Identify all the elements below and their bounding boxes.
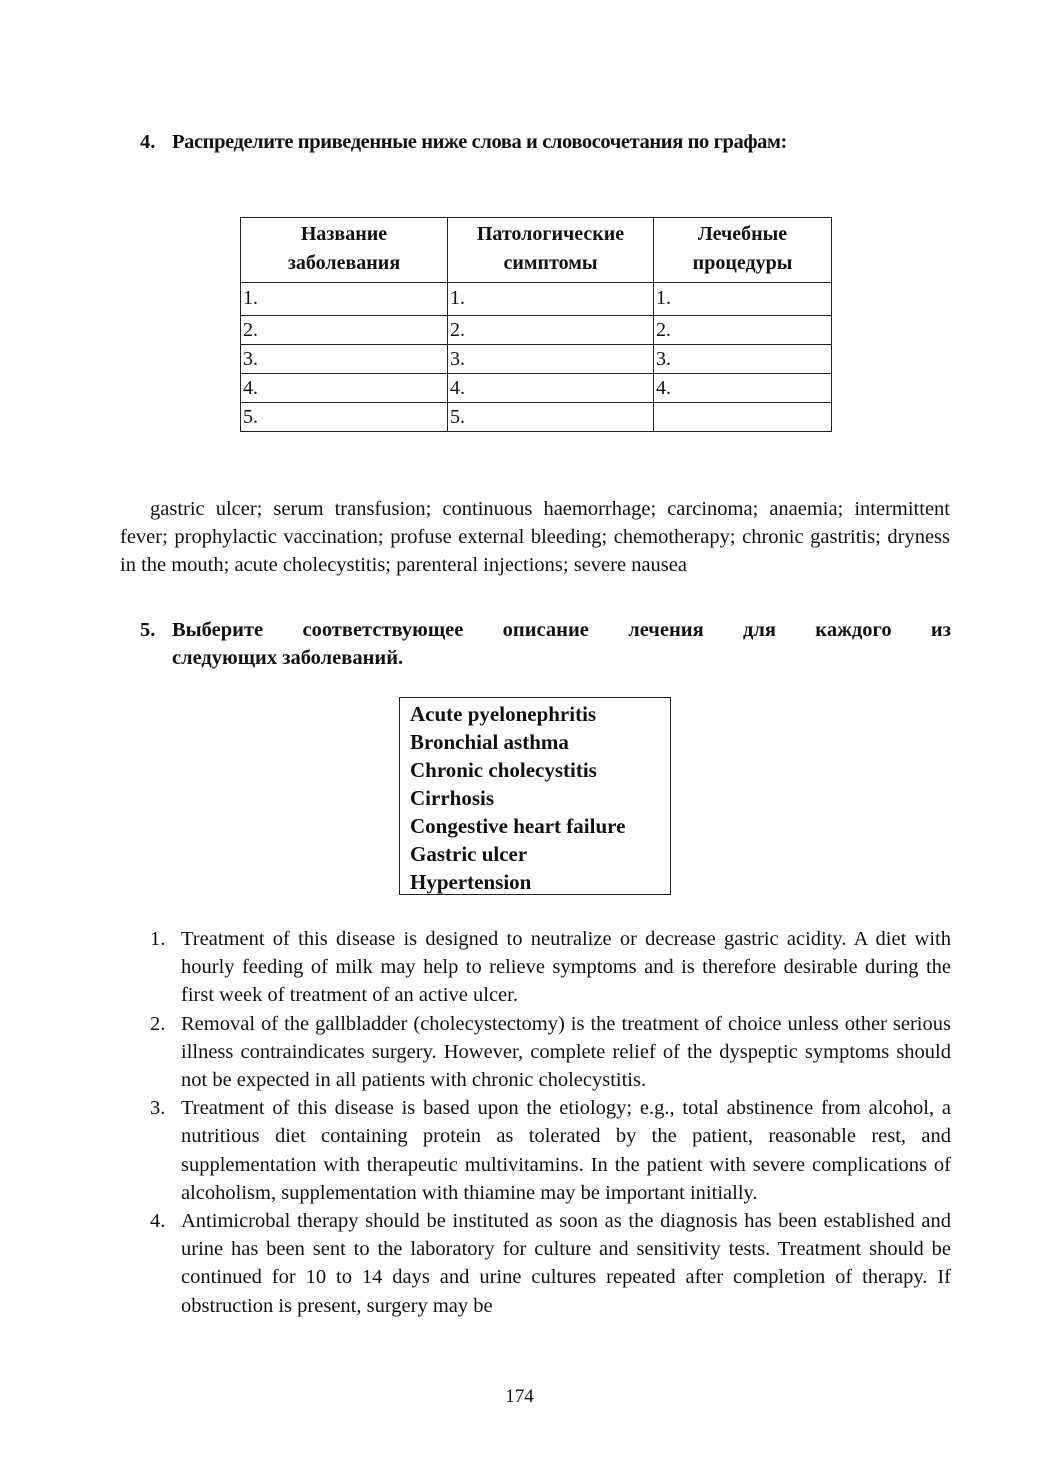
list-item-text: Treatment of this disease is designed to neutralize or decrease gastric acidity. A diet with hourly feeding of milk may help to relieve symptoms and is therefore desirable during the first week of treatment of an active ulcer. xyxy=(181,928,951,1007)
table-row xyxy=(241,345,832,374)
table-cell: 3. xyxy=(448,345,654,374)
table-cell: 4. xyxy=(448,374,654,403)
table-row xyxy=(241,403,832,432)
table-cell: 2. xyxy=(654,316,832,345)
table-cell: 3. xyxy=(654,345,832,374)
list-item-text: Removal of the gallbladder (cholecystectomy) is the treatment of choice unless other serious illness contraindicates surgery. However, complete relief of the dyspeptic symptoms should not be expected in all patients with chronic cholecystitis. xyxy=(181,1012,951,1092)
table-row xyxy=(241,374,832,403)
table-cell: 1. xyxy=(241,283,448,316)
table-cell: 4. xyxy=(241,374,448,403)
disease-item: Chronic cholecystitis xyxy=(410,758,597,782)
column-header-pathological-symptoms: Патологические симптомы xyxy=(448,218,654,283)
table-cell: 3. xyxy=(241,345,448,374)
list-item-number: 1. xyxy=(150,928,166,950)
table-header-row xyxy=(241,218,832,283)
distribution-table xyxy=(240,217,832,432)
task-5-instruction-line-1: Выберите соответствующее описание лечения для каждого из xyxy=(172,619,951,641)
column-header-treatment-procedures: Лечебные процедуры xyxy=(654,218,832,283)
treatment-description-list xyxy=(140,925,951,1320)
list-item-number: 3. xyxy=(150,1097,166,1120)
table-cell xyxy=(654,403,832,432)
column-header-disease-name: Название заболевания xyxy=(241,218,448,283)
table-cell: 1. xyxy=(448,283,654,316)
list-item-text: Treatment of this disease is based upon the etiology; e.g., total abstinence from alcohol, a nutritious diet containing protein as tolerated by the patient, reasonable rest, and supplementation with therapeutic multivitamins. In the patient with severe complications of alcoholism, supplementation with thiamine may be important initially. xyxy=(181,1097,951,1204)
list-item xyxy=(140,925,951,1010)
disease-item: Bronchial asthma xyxy=(410,730,569,754)
list-item-number: 4. xyxy=(150,1210,166,1233)
disease-item: Congestive heart failure xyxy=(410,814,626,838)
task-4-number: 4. xyxy=(140,131,156,153)
list-item-number: 2. xyxy=(150,1012,166,1035)
table-cell: 2. xyxy=(241,316,448,345)
word-list-paragraph: gastric ulcer; serum transfusion; continuous haemorrhage; carcinoma; anaemia; intermittent fever; prophylactic vaccination; profuse external bleeding; chemotherapy; chronic gastritis; dryness in the mouth; acute cholecystitis; parenteral injections; severe nausea xyxy=(120,497,950,577)
task-5-instruction-line-2: следующих заболеваний. xyxy=(172,647,404,669)
list-item xyxy=(140,1207,951,1320)
disease-item: Cirrhosis xyxy=(410,786,494,810)
list-item xyxy=(140,1010,951,1095)
task-4-instruction: Распределите приведенные ниже слова и словосочетания по графам: xyxy=(172,131,787,153)
disease-item: Gastric ulcer xyxy=(410,842,528,866)
task-5-number: 5. xyxy=(140,619,156,641)
disease-item: Hypertension xyxy=(410,870,532,894)
table-cell: 5. xyxy=(241,403,448,432)
list-item-text: Antimicrobal therapy should be instituted as soon as the diagnosis has been established and urine has been sent to the laboratory for culture and sensitivity tests. Treatment should be continued for 10 to 14 days and urine cultures repeated after completion of therapy. If obstruction is present, surgery may be xyxy=(181,1210,951,1317)
list-item xyxy=(140,1094,951,1207)
disease-item: Acute pyelonephritis xyxy=(410,702,597,726)
table-cell: 4. xyxy=(654,374,832,403)
table-row xyxy=(241,316,832,345)
table-row xyxy=(241,283,832,316)
table-cell: 1. xyxy=(654,283,832,316)
task-5-heading xyxy=(140,616,951,672)
disease-list-box xyxy=(399,697,671,895)
page-number: 174 xyxy=(505,1386,534,1407)
task-4-heading xyxy=(140,128,900,156)
table-cell: 2. xyxy=(448,316,654,345)
table-cell: 5. xyxy=(448,403,654,432)
